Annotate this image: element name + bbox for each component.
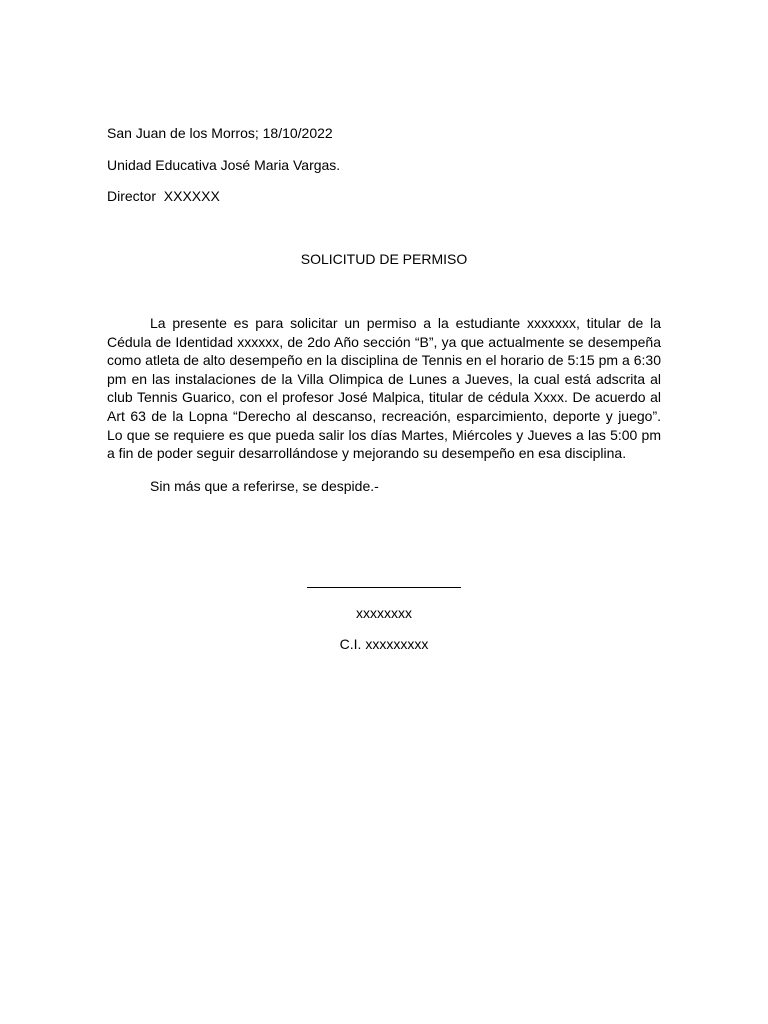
institution-line: Unidad Educativa José Maria Vargas. bbox=[107, 157, 341, 173]
addressee-line: Director XXXXXX bbox=[107, 188, 220, 204]
signature-name: xxxxxxxx bbox=[356, 605, 412, 621]
place-date-line: San Juan de los Morros; 18/10/2022 bbox=[107, 125, 333, 141]
closing-line: Sin más que a referirse, se despide.- bbox=[150, 478, 379, 494]
signature-line bbox=[307, 587, 461, 588]
signature-id: C.I. xxxxxxxxx bbox=[339, 636, 429, 652]
document-title: SOLICITUD DE PERMISO bbox=[300, 251, 468, 267]
body-paragraph: La presente es para solicitar un permiso a la estudiante xxxxxxx, titular de la Cédula de Identidad xxxxxx, de 2do Año sección “B”, ya que actualmente se desempeña como atleta de alto desempeño en la disciplina de Tennis en el horario de 5:15 pm a 6:30 pm en las instalaciones de la Villa Olimpica de Lunes a Jueves, la cual está adscrita al club Tennis Guarico, con el profesor José Malpica, titular de cédula Xxxx. De acuerdo al Art 63 de la Lopna “Derecho al descanso, recreación, esparcimiento, deporte y juego”. Lo que se requiere es que pueda salir los días Martes, Miércoles y Jueves a las 5:00 pm a fin de poder seguir desarrollándose y mejorando su desempeño en esa disciplina. bbox=[107, 315, 661, 462]
